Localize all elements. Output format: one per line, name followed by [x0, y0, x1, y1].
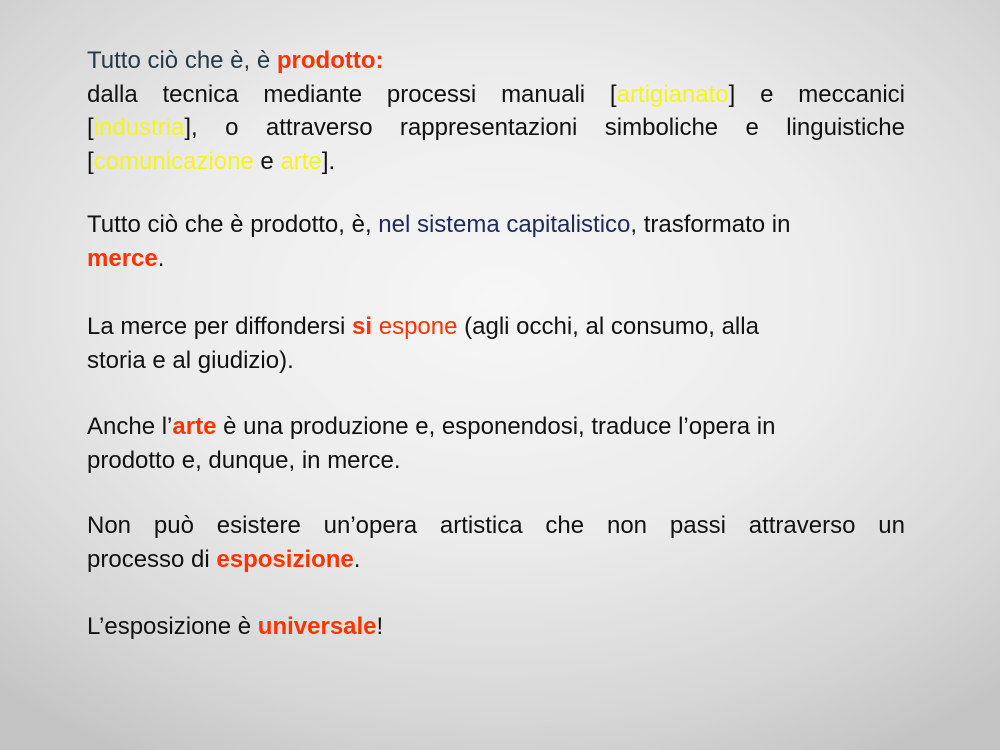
- p1-keyword-comunicazione: comunicazione: [93, 147, 254, 175]
- p1-l4-conj: e: [253, 147, 281, 175]
- p1-l3-text: ], o attraverso rappresentazioni simboliche e linguistiche: [184, 114, 905, 141]
- paragraph-universale: [87, 610, 905, 644]
- paragraph-production: [87, 44, 905, 178]
- p1-l2-text: dalla tecnica mediante processi manuali [: [87, 80, 617, 108]
- p3-space: [372, 313, 379, 340]
- p5-text: processo di: [87, 545, 217, 573]
- p4-text-end: è una produzione e, esponendosi, traduce l’opera in: [216, 413, 776, 440]
- p6-exclamation: !: [376, 613, 384, 640]
- p3-text-end: (agli occhi, al consumo, alla: [457, 313, 759, 340]
- p1-highlight-prodotto: prodotto:: [276, 47, 384, 74]
- p5-period: .: [353, 545, 361, 573]
- p4-highlight-arte: arte: [172, 413, 217, 440]
- p1-line4: [87, 145, 905, 179]
- p1-l4-bracket: [: [87, 147, 94, 175]
- p2-line1: [87, 208, 905, 242]
- p3-highlight-espone: espone: [378, 313, 458, 340]
- p6-text: L’esposizione è: [87, 613, 258, 640]
- p4-line1: [87, 410, 905, 444]
- paragraph-merce: [87, 208, 905, 275]
- p1-lead: Tutto ciò che è, è: [87, 47, 277, 74]
- paragraph-arte: [87, 410, 905, 477]
- p5-line1: Non può esistere un’opera artistica che non passi attraverso un: [87, 512, 905, 539]
- p2-text: Tutto ciò che è prodotto, è,: [87, 211, 379, 238]
- p1-keyword-arte: arte: [280, 147, 322, 175]
- p2-capitalist-system: nel sistema capitalistico: [378, 211, 631, 238]
- p3-highlight-si: si: [352, 313, 373, 340]
- p1-line3: [87, 111, 905, 145]
- p4-text: Anche l’: [87, 413, 173, 440]
- p2-period: .: [157, 244, 165, 272]
- p4-line2: prodotto e, dunque, in merce.: [87, 446, 401, 474]
- p3-text: La merce per diffondersi: [87, 313, 353, 340]
- paragraph-espone: [87, 310, 905, 377]
- p1-line2: [87, 78, 905, 112]
- p2-text-end: , trasformato in: [630, 211, 791, 238]
- p2-highlight-merce: merce: [87, 244, 158, 272]
- p2-line2: [87, 242, 905, 276]
- p3-line2: storia e al giudizio).: [87, 346, 294, 374]
- p6-highlight-universale: universale: [257, 613, 377, 640]
- p1-line1: [87, 44, 905, 78]
- p3-line1: [87, 310, 905, 344]
- p5-line2: [87, 543, 905, 577]
- p1-l4-end: ].: [321, 147, 336, 175]
- p1-keyword-industria: industria: [93, 114, 185, 141]
- paragraph-esposizione: [87, 509, 905, 576]
- p5-highlight-esposizione: esposizione: [216, 545, 354, 573]
- p1-l2-text-end: ] e meccanici: [728, 80, 905, 108]
- p6-line1: [87, 610, 905, 644]
- p1-keyword-artigianato: artigianato: [616, 80, 729, 108]
- p1-l3-bracket: [: [87, 114, 94, 141]
